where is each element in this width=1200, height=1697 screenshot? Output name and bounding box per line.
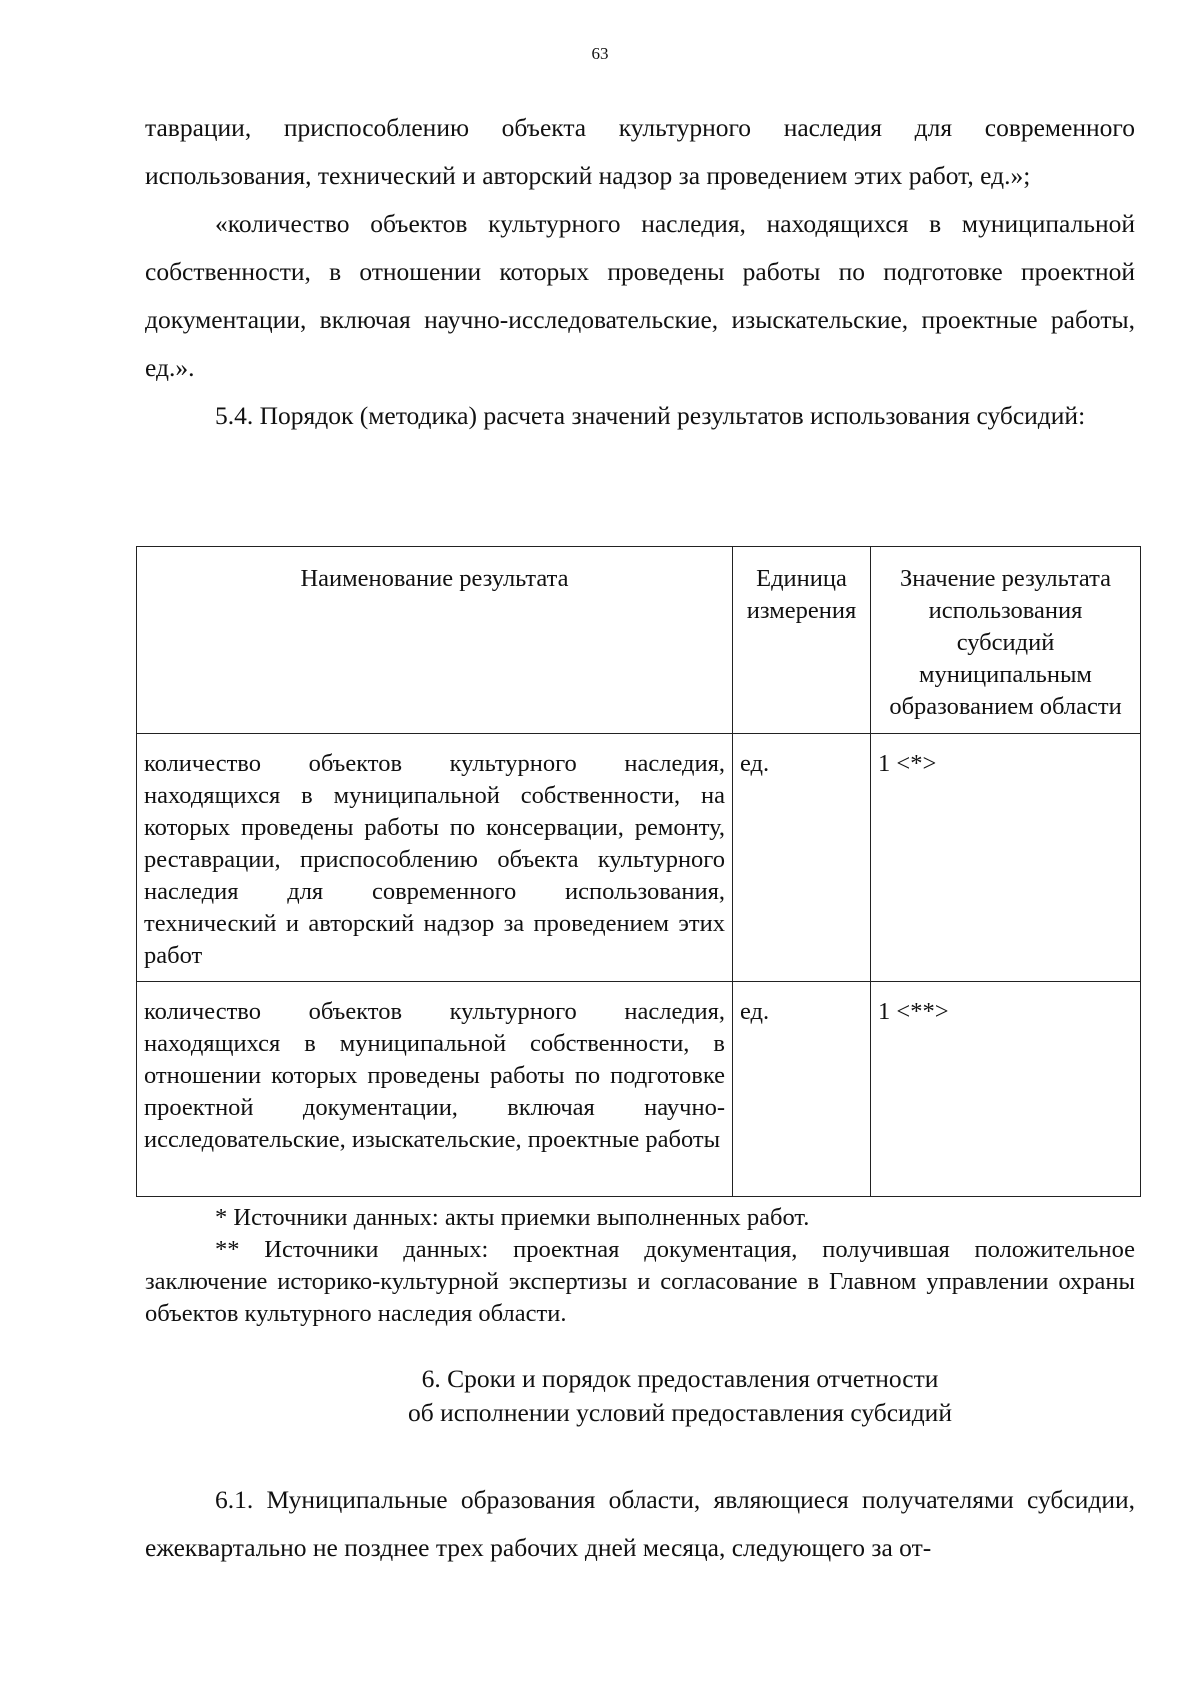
- table-header-row: [137, 547, 1141, 734]
- table-row: [137, 982, 1141, 1197]
- continuation-text: таврации, приспособлению объекта культурного наследия для современного использования, технический и авторский надзор за проведением этих работ, ед.»;: [145, 113, 1135, 190]
- section-6-heading: [300, 1362, 1060, 1430]
- quote-paragraph: «количество объектов культурного наследия, находящихся в муниципальной собственности, в отношении которых проведены работы по подготовке проектной документации, включая научно-исследовательские, изыскательские, проектные работы, ед.».: [145, 209, 1135, 382]
- item-5-4-paragraph: 5.4. Порядок (методика) расчета значений результатов использования субсидий:: [215, 401, 1086, 430]
- table-footnotes: [145, 1202, 1135, 1330]
- section-6-title-line1: 6. Сроки и порядок предоставления отчетности: [421, 1364, 939, 1393]
- page-number: 63: [591, 44, 609, 63]
- table-row: [137, 734, 1141, 982]
- row-value-cell: 1 <**>: [871, 982, 1141, 1197]
- row-value-cell: 1 <*>: [871, 734, 1141, 982]
- footnote-2: ** Источники данных: проектная документация, получившая положительное заключение историко-культурной экспертизы и согласование в Главном управлении охраны объектов культурного наследия области.: [145, 1236, 1135, 1327]
- row-unit-cell: ед.: [733, 982, 871, 1197]
- results-table: [136, 546, 1141, 1197]
- item-6-1-paragraph: 6.1. Муниципальные образования области, являющиеся получателями субсидии, ежеквартально не позднее трех рабочих дней месяца, следующего за от-: [145, 1485, 1135, 1562]
- continuation-paragraph: [145, 104, 1135, 200]
- section-6-title-line2: об исполнении условий предоставления субсидий: [408, 1398, 952, 1427]
- footnote-1: * Источники данных: акты приемки выполненных работ.: [215, 1204, 810, 1231]
- row-name-cell: количество объектов культурного наследия, находящихся в муниципальной собственности, в отношении которых проведены работы по подготовке проектной документации, включая научно-исследовательские, изыскательские, проектные работы: [137, 982, 733, 1197]
- header-name: Наименование результата: [137, 547, 733, 734]
- row-name-cell: количество объектов культурного наследия, находящихся в муниципальной собственности, на которых проведены работы по консервации, ремонту, реставрации, приспособлению объекта культурного наследия для современного использования, технический и авторский надзор за проведением этих работ: [137, 734, 733, 982]
- header-value: Значение результата использования субсидий муниципальным образованием области: [871, 547, 1141, 734]
- row-unit-cell: ед.: [733, 734, 871, 982]
- header-unit: Единица измерения: [733, 547, 871, 734]
